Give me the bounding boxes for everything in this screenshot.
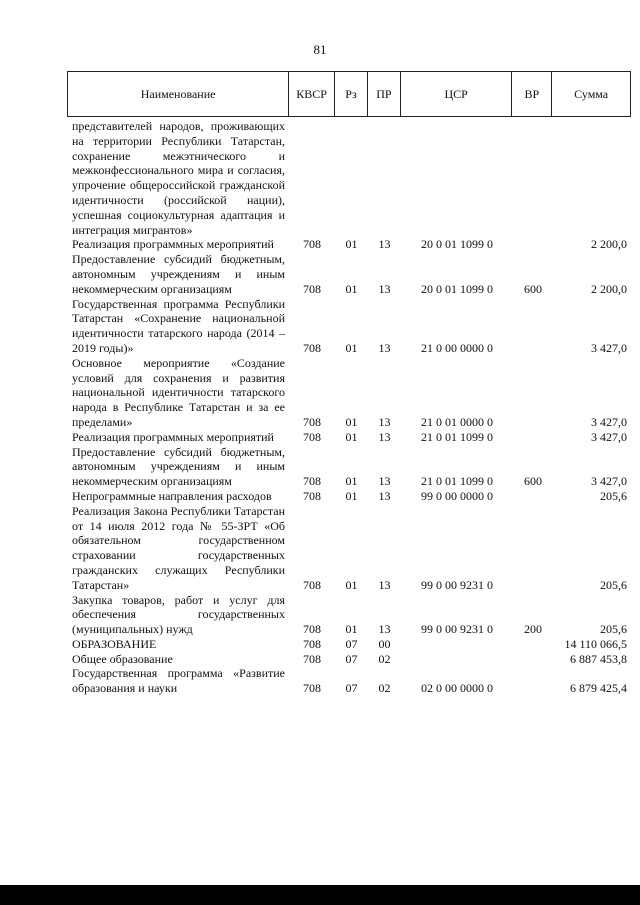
cell-pr: 13 [378,622,391,637]
cell-sum: 205,6 [600,488,627,503]
cell-name: Непрограммные направления расходов [72,488,272,503]
cell-name: Закупка товаров, работ и услуг для обеспечения государственных (муниципальных) нужд [72,592,285,637]
cell-pr: 13 [378,281,391,296]
header-kvsr: КВСР [289,72,335,116]
table-row [67,297,631,356]
cell-name: Общее образование [72,651,173,666]
cell-name: Основное мероприятие «Создание условий для сохранения и развития национальной идентичности татарского народа в Республике Татарстан и за ее пределами» [72,355,285,429]
cell-rz: 01 [345,281,358,296]
cell-rz: 07 [345,636,358,651]
cell-pr: 13 [378,414,391,429]
cell-pr: 13 [378,237,391,252]
cell-name: ОБРАЗОВАНИЕ [72,636,157,651]
table-row [67,237,631,252]
table-row [67,430,631,445]
cell-csr: 20 0 01 1099 0 [421,281,493,296]
table-row [67,252,631,296]
cell-sum: 6 879 425,4 [570,681,627,696]
cell-name: Предоставление субсидий бюджетным, автономным учреждениям и иным некоммерческим организациям [72,252,285,296]
cell-kvsr: 708 [303,577,321,592]
cell-sum: 2 200,0 [591,281,627,296]
cell-vr: 600 [524,281,542,296]
cell-kvsr: 708 [303,414,321,429]
cell-name: представителей народов, проживающих на территории Республики Татарстан, сохранение межэтнического и межконфессионального мира и согласия, упрочение общероссийской гражданской идентичности (российской нации), успешная социокультурная адаптация и интеграция мигрантов» [72,119,285,237]
cell-rz: 01 [345,429,358,444]
cell-csr: 21 0 01 1099 0 [421,429,493,444]
cell-kvsr: 708 [303,681,321,696]
cell-csr: 20 0 01 1099 0 [421,237,493,252]
table-row [67,356,631,430]
cell-kvsr: 708 [303,488,321,503]
cell-name: Реализация Закона Республики Татарстан от 14 июля 2012 года № 55-ЗРТ «Об обязательном государственном страховании государственных гражданских служащих Республики Татарстан» [72,503,285,592]
cell-csr: 21 0 01 0000 0 [421,414,493,429]
cell-pr: 13 [378,429,391,444]
cell-rz: 01 [345,340,358,355]
table-row [67,445,631,489]
table-body [67,119,631,696]
cell-rz: 01 [345,474,358,489]
cell-csr: 99 0 00 0000 0 [421,488,493,503]
cell-kvsr: 708 [303,429,321,444]
cell-sum: 205,6 [600,577,627,592]
cell-sum: 2 200,0 [591,237,627,252]
cell-kvsr: 708 [303,340,321,355]
cell-rz: 01 [345,622,358,637]
cell-rz: 01 [345,414,358,429]
header-name: Наименование [68,72,289,116]
cell-name: Государственная программа Республики Татарстан «Сохранение национальной идентичности татарского народа (2014 – 2019 годы)» [72,296,285,355]
header-sum: Сумма [574,86,609,101]
cell-csr: 99 0 00 9231 0 [421,577,493,592]
cell-name: Государственная программа «Развитие образования и науки [72,666,285,696]
budget-table [67,71,631,696]
table-row [67,652,631,667]
cell-pr: 13 [378,340,391,355]
header-csr: ЦСР [401,72,513,116]
cell-pr: 02 [378,681,391,696]
cell-sum: 6 887 453,8 [570,651,627,666]
cell-pr: 13 [378,488,391,503]
table-row [67,489,631,504]
cell-kvsr: 708 [303,237,321,252]
header-pr: ПР [368,72,401,116]
cell-pr: 13 [378,577,391,592]
cell-csr: 99 0 00 9231 0 [421,622,493,637]
cell-name: Предоставление субсидий бюджетным, автономным учреждениям и иным некоммерческим организациям [72,444,285,489]
cell-sum: 3 427,0 [591,414,627,429]
cell-sum: 3 427,0 [591,474,627,489]
cell-csr: 21 0 01 1099 0 [421,474,493,489]
cell-pr: 02 [378,651,391,666]
cell-kvsr: 708 [303,281,321,296]
cell-vr: 600 [524,474,542,489]
cell-kvsr: 708 [303,636,321,651]
cell-rz: 07 [345,681,358,696]
scan-bottom-border [0,885,640,905]
cell-kvsr: 708 [303,622,321,637]
cell-rz: 07 [345,651,358,666]
header-vr: ВР [512,72,552,116]
header-rz: Рз [335,72,368,116]
table-row [67,119,631,237]
cell-csr: 02 0 00 0000 0 [421,681,493,696]
cell-pr: 13 [378,474,391,489]
cell-name: Реализация программных мероприятий [72,429,274,444]
cell-name: Реализация программных мероприятий [72,237,274,252]
cell-sum: 205,6 [600,622,627,637]
table-row [67,666,631,696]
cell-kvsr: 708 [303,474,321,489]
cell-rz: 01 [345,577,358,592]
cell-rz: 01 [345,237,358,252]
cell-pr: 00 [378,636,391,651]
table-header [67,71,631,117]
cell-sum: 3 427,0 [591,429,627,444]
table-row [67,504,631,593]
cell-sum: 14 110 066,5 [564,636,627,651]
table-row [67,637,631,652]
table-row [67,593,631,637]
cell-kvsr: 708 [303,651,321,666]
cell-rz: 01 [345,488,358,503]
cell-csr: 21 0 00 0000 0 [421,340,493,355]
page-number: 81 [313,42,327,57]
cell-vr: 200 [524,622,542,637]
cell-sum: 3 427,0 [591,340,627,355]
